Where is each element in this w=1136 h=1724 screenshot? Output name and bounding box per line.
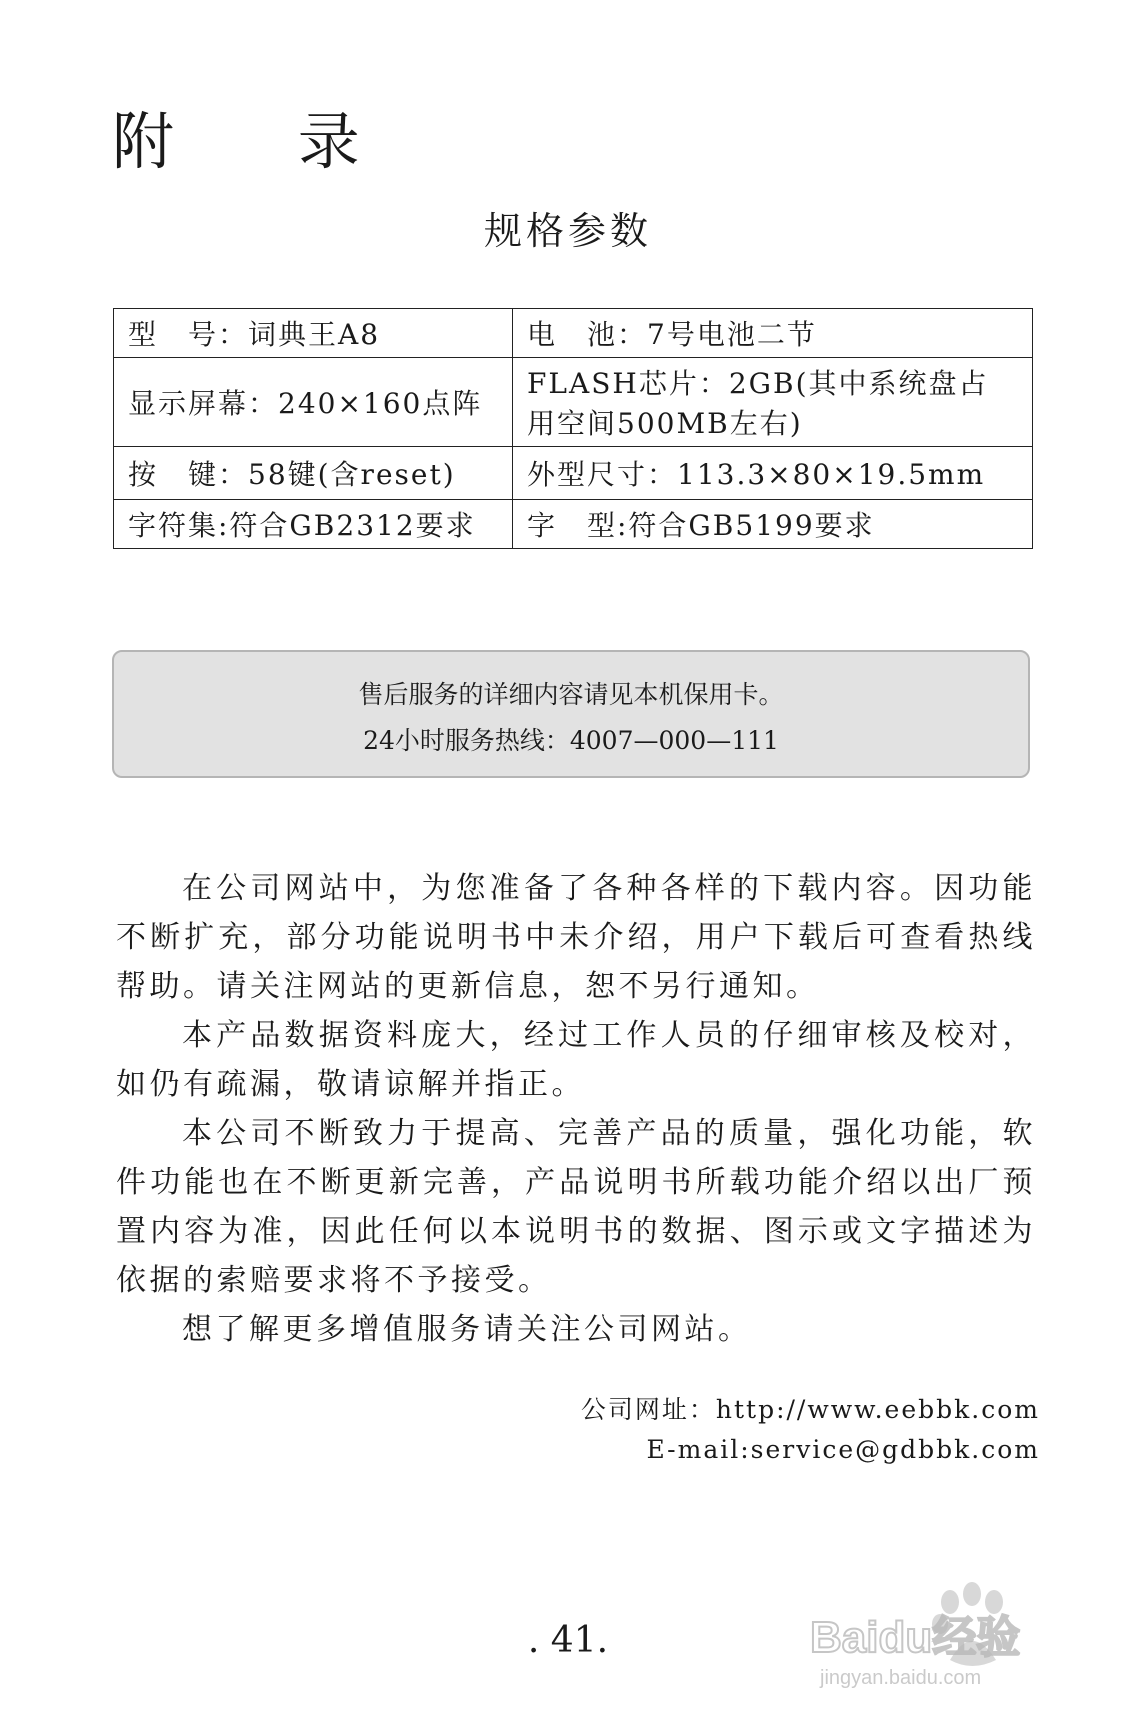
section-title: 规格参数 bbox=[483, 209, 652, 253]
spec-battery: 电 池：7号电池二节 bbox=[513, 309, 1033, 358]
table-row bbox=[114, 500, 1033, 549]
spec-display: 显示屏幕：240×160点阵 bbox=[114, 358, 513, 447]
body-text bbox=[116, 864, 1036, 1354]
page-number: . 41. bbox=[527, 1620, 609, 1661]
table-row bbox=[114, 309, 1033, 358]
paragraph-disclaimer: 本公司不断致力于提高、完善产品的质量，强化功能，软件功能也在不断更新完善，产品说明书所载功能介绍以出厂预置内容为准，因此任何以本说明书的数据、图示或文字描述为依据的索赔要求将不予接受。 bbox=[116, 1116, 1036, 1298]
service-hotline: 24小时服务热线：4007—000—111 bbox=[363, 726, 779, 755]
spec-model: 型 号：词典王A8 bbox=[114, 309, 513, 358]
spec-dimensions: 外型尺寸：113.3×80×19.5mm bbox=[513, 447, 1033, 500]
spec-font: 字 型:符合GB5199要求 bbox=[513, 500, 1033, 549]
page-title: 附 录 bbox=[112, 105, 412, 178]
spec-charset: 字符集:符合GB2312要求 bbox=[114, 500, 513, 549]
spec-flash: FLASH芯片：2GB(其中系统盘占用空间500MB左右) bbox=[513, 358, 1033, 447]
contact-info bbox=[581, 1390, 1040, 1470]
table-row bbox=[114, 447, 1033, 500]
table-row bbox=[114, 358, 1033, 447]
paragraph-services: 想了解更多增值服务请关注公司网站。 bbox=[182, 1312, 752, 1347]
paragraph-data-review: 本产品数据资料庞大，经过工作人员的仔细审核及校对，如仍有疏漏，敬请谅解并指正。 bbox=[116, 1018, 1036, 1102]
watermark-brand: Baidu经验 bbox=[810, 1613, 1021, 1662]
paragraph-download: 在公司网站中，为您准备了各种各样的下载内容。因功能不断扩充，部分功能说明书中未介绍，用户下载后可查看热线帮助。请关注网站的更新信息，恕不另行通知。 bbox=[116, 871, 1036, 1004]
specs-table bbox=[113, 308, 1033, 549]
email-link[interactable]: E-mail:service@gdbbk.com bbox=[646, 1435, 1040, 1464]
spec-keys: 按 键：58键(含reset) bbox=[114, 447, 513, 500]
service-notice-line: 售后服务的详细内容请见本机保用卡。 bbox=[358, 680, 784, 709]
watermark-url: jingyan.baidu.com bbox=[820, 1667, 982, 1689]
service-notice-box bbox=[112, 650, 1030, 778]
website-link[interactable]: 公司网址：http://www.eebbk.com bbox=[580, 1395, 1040, 1424]
baidu-jingyan-watermark bbox=[800, 1572, 1090, 1692]
